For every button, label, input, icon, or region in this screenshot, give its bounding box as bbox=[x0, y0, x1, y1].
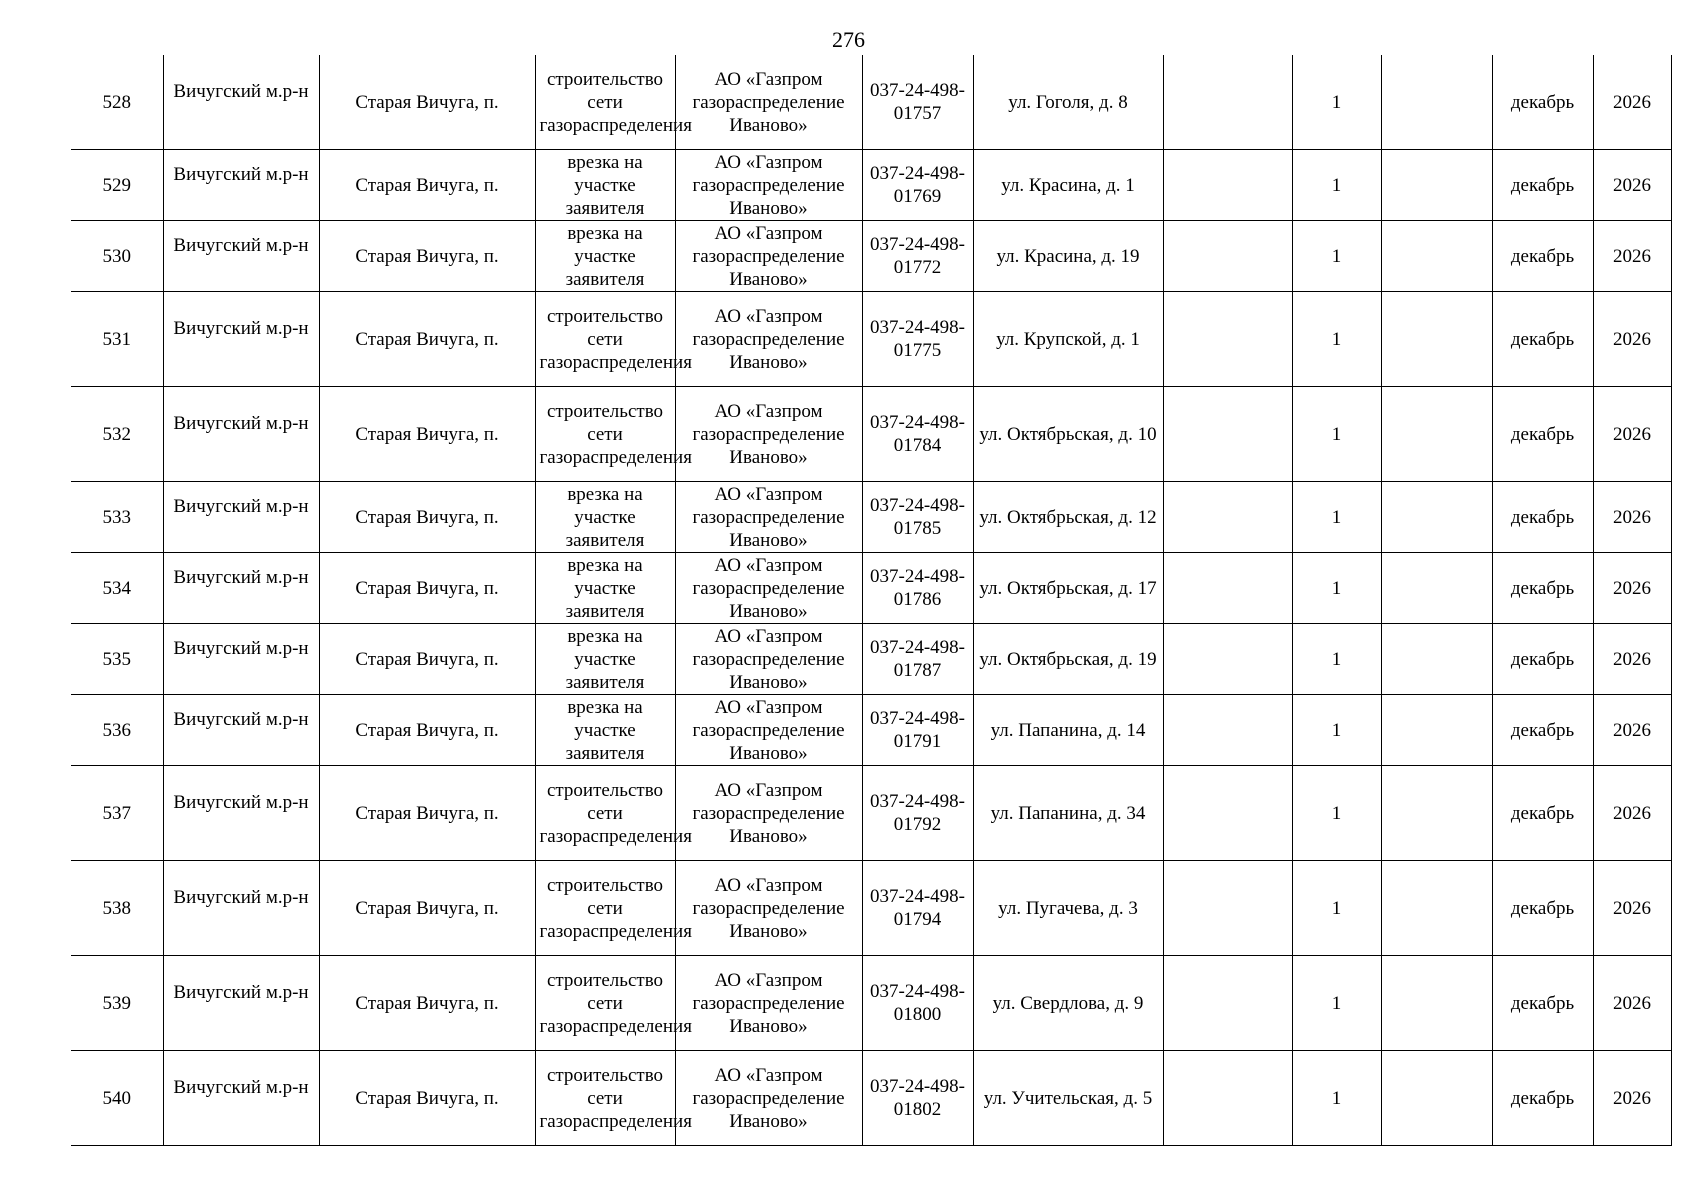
settlement-cell: Старая Вичуга, п. bbox=[319, 292, 535, 387]
table-row bbox=[71, 956, 1671, 1051]
month-cell: декабрь bbox=[1492, 221, 1593, 292]
empty-cell bbox=[1163, 861, 1292, 956]
settlement-cell: Старая Вичуга, п. bbox=[319, 221, 535, 292]
table-row bbox=[71, 624, 1671, 695]
district-text: Вичугский м.р-н bbox=[173, 412, 309, 434]
work-type-cell: строительство сети газораспределения bbox=[535, 292, 675, 387]
year-cell: 2026 bbox=[1593, 482, 1671, 553]
empty-cell bbox=[1381, 221, 1492, 292]
empty-cell bbox=[1381, 1051, 1492, 1146]
empty-cell bbox=[1163, 150, 1292, 221]
address-cell: ул. Октябрьская, д. 12 bbox=[973, 482, 1163, 553]
year-cell: 2026 bbox=[1593, 292, 1671, 387]
work-type-cell: строительство сети газораспределения bbox=[535, 387, 675, 482]
district-cell bbox=[163, 482, 319, 553]
application-code-cell: 037-24-498-01784 bbox=[862, 387, 973, 482]
district-cell bbox=[163, 624, 319, 695]
empty-cell bbox=[1381, 553, 1492, 624]
row-number-cell: 537 bbox=[71, 766, 163, 861]
table-row bbox=[71, 1051, 1671, 1146]
organization-cell: АО «Газпром газораспределение Иваново» bbox=[675, 956, 862, 1051]
table-row bbox=[71, 55, 1671, 150]
year-cell: 2026 bbox=[1593, 221, 1671, 292]
row-number-cell: 530 bbox=[71, 221, 163, 292]
application-code-cell: 037-24-498-01794 bbox=[862, 861, 973, 956]
quantity-cell: 1 bbox=[1292, 861, 1381, 956]
organization-cell: АО «Газпром газораспределение Иваново» bbox=[675, 695, 862, 766]
settlement-cell: Старая Вичуга, п. bbox=[319, 624, 535, 695]
district-cell bbox=[163, 553, 319, 624]
year-cell: 2026 bbox=[1593, 55, 1671, 150]
district-cell bbox=[163, 766, 319, 861]
district-cell bbox=[163, 861, 319, 956]
organization-cell: АО «Газпром газораспределение Иваново» bbox=[675, 150, 862, 221]
work-type-cell: врезка на участке заявителя bbox=[535, 553, 675, 624]
table-row bbox=[71, 553, 1671, 624]
district-cell bbox=[163, 292, 319, 387]
work-type-cell: врезка на участке заявителя bbox=[535, 150, 675, 221]
quantity-cell: 1 bbox=[1292, 695, 1381, 766]
row-number-cell: 532 bbox=[71, 387, 163, 482]
month-cell: декабрь bbox=[1492, 766, 1593, 861]
district-cell bbox=[163, 956, 319, 1051]
table-row bbox=[71, 482, 1671, 553]
gasification-schedule-table bbox=[71, 55, 1672, 1146]
row-number-cell: 536 bbox=[71, 695, 163, 766]
empty-cell bbox=[1163, 766, 1292, 861]
district-text: Вичугский м.р-н bbox=[173, 80, 309, 102]
month-cell: декабрь bbox=[1492, 956, 1593, 1051]
address-cell: ул. Октябрьская, д. 10 bbox=[973, 387, 1163, 482]
month-cell: декабрь bbox=[1492, 624, 1593, 695]
organization-cell: АО «Газпром газораспределение Иваново» bbox=[675, 624, 862, 695]
address-cell: ул. Пугачева, д. 3 bbox=[973, 861, 1163, 956]
year-cell: 2026 bbox=[1593, 766, 1671, 861]
district-text: Вичугский м.р-н bbox=[173, 566, 309, 588]
quantity-cell: 1 bbox=[1292, 956, 1381, 1051]
empty-cell bbox=[1163, 292, 1292, 387]
settlement-cell: Старая Вичуга, п. bbox=[319, 1051, 535, 1146]
quantity-cell: 1 bbox=[1292, 482, 1381, 553]
row-number-cell: 529 bbox=[71, 150, 163, 221]
month-cell: декабрь bbox=[1492, 482, 1593, 553]
year-cell: 2026 bbox=[1593, 861, 1671, 956]
row-number-cell: 540 bbox=[71, 1051, 163, 1146]
organization-cell: АО «Газпром газораспределение Иваново» bbox=[675, 482, 862, 553]
page-number: 276 bbox=[832, 27, 865, 52]
year-cell: 2026 bbox=[1593, 387, 1671, 482]
district-cell bbox=[163, 150, 319, 221]
row-number-cell: 531 bbox=[71, 292, 163, 387]
quantity-cell: 1 bbox=[1292, 624, 1381, 695]
settlement-cell: Старая Вичуга, п. bbox=[319, 387, 535, 482]
application-code-cell: 037-24-498-01791 bbox=[862, 695, 973, 766]
work-type-cell: строительство сети газораспределения bbox=[535, 55, 675, 150]
empty-cell bbox=[1381, 387, 1492, 482]
work-type-cell: строительство сети газораспределения bbox=[535, 766, 675, 861]
year-cell: 2026 bbox=[1593, 695, 1671, 766]
empty-cell bbox=[1163, 482, 1292, 553]
settlement-cell: Старая Вичуга, п. bbox=[319, 861, 535, 956]
application-code-cell: 037-24-498-01772 bbox=[862, 221, 973, 292]
settlement-cell: Старая Вичуга, п. bbox=[319, 766, 535, 861]
district-text: Вичугский м.р-н bbox=[173, 886, 309, 908]
settlement-cell: Старая Вичуга, п. bbox=[319, 553, 535, 624]
organization-cell: АО «Газпром газораспределение Иваново» bbox=[675, 766, 862, 861]
quantity-cell: 1 bbox=[1292, 55, 1381, 150]
empty-cell bbox=[1381, 292, 1492, 387]
work-type-cell: врезка на участке заявителя bbox=[535, 624, 675, 695]
application-code-cell: 037-24-498-01785 bbox=[862, 482, 973, 553]
settlement-cell: Старая Вичуга, п. bbox=[319, 482, 535, 553]
table-row bbox=[71, 150, 1671, 221]
table-row bbox=[71, 292, 1671, 387]
district-text: Вичугский м.р-н bbox=[173, 495, 309, 517]
district-text: Вичугский м.р-н bbox=[173, 981, 309, 1003]
work-type-cell: врезка на участке заявителя bbox=[535, 482, 675, 553]
settlement-cell: Старая Вичуга, п. bbox=[319, 695, 535, 766]
year-cell: 2026 bbox=[1593, 553, 1671, 624]
organization-cell: АО «Газпром газораспределение Иваново» bbox=[675, 55, 862, 150]
month-cell: декабрь bbox=[1492, 387, 1593, 482]
empty-cell bbox=[1163, 695, 1292, 766]
district-cell bbox=[163, 1051, 319, 1146]
work-type-cell: врезка на участке заявителя bbox=[535, 695, 675, 766]
month-cell: декабрь bbox=[1492, 55, 1593, 150]
empty-cell bbox=[1163, 956, 1292, 1051]
table-row bbox=[71, 695, 1671, 766]
empty-cell bbox=[1381, 624, 1492, 695]
month-cell: декабрь bbox=[1492, 861, 1593, 956]
empty-cell bbox=[1381, 482, 1492, 553]
month-cell: декабрь bbox=[1492, 292, 1593, 387]
application-code-cell: 037-24-498-01792 bbox=[862, 766, 973, 861]
district-cell bbox=[163, 695, 319, 766]
organization-cell: АО «Газпром газораспределение Иваново» bbox=[675, 553, 862, 624]
quantity-cell: 1 bbox=[1292, 150, 1381, 221]
month-cell: декабрь bbox=[1492, 1051, 1593, 1146]
table-row bbox=[71, 766, 1671, 861]
row-number-cell: 528 bbox=[71, 55, 163, 150]
organization-cell: АО «Газпром газораспределение Иваново» bbox=[675, 1051, 862, 1146]
empty-cell bbox=[1381, 55, 1492, 150]
address-cell: ул. Крупской, д. 1 bbox=[973, 292, 1163, 387]
empty-cell bbox=[1163, 55, 1292, 150]
organization-cell: АО «Газпром газораспределение Иваново» bbox=[675, 861, 862, 956]
table-row bbox=[71, 861, 1671, 956]
table-row bbox=[71, 221, 1671, 292]
empty-cell bbox=[1163, 221, 1292, 292]
address-cell: ул. Папанина, д. 14 bbox=[973, 695, 1163, 766]
quantity-cell: 1 bbox=[1292, 553, 1381, 624]
address-cell: ул. Свердлова, д. 9 bbox=[973, 956, 1163, 1051]
quantity-cell: 1 bbox=[1292, 766, 1381, 861]
quantity-cell: 1 bbox=[1292, 387, 1381, 482]
district-text: Вичугский м.р-н bbox=[173, 708, 309, 730]
district-text: Вичугский м.р-н bbox=[173, 1076, 309, 1098]
year-cell: 2026 bbox=[1593, 624, 1671, 695]
quantity-cell: 1 bbox=[1292, 292, 1381, 387]
row-number-cell: 535 bbox=[71, 624, 163, 695]
table-body bbox=[71, 55, 1671, 1146]
row-number-cell: 539 bbox=[71, 956, 163, 1051]
district-text: Вичугский м.р-н bbox=[173, 234, 309, 256]
application-code-cell: 037-24-498-01786 bbox=[862, 553, 973, 624]
row-number-cell: 533 bbox=[71, 482, 163, 553]
district-cell bbox=[163, 387, 319, 482]
work-type-cell: строительство сети газораспределения bbox=[535, 956, 675, 1051]
district-text: Вичугский м.р-н bbox=[173, 791, 309, 813]
empty-cell bbox=[1381, 150, 1492, 221]
empty-cell bbox=[1163, 387, 1292, 482]
quantity-cell: 1 bbox=[1292, 1051, 1381, 1146]
month-cell: декабрь bbox=[1492, 150, 1593, 221]
application-code-cell: 037-24-498-01802 bbox=[862, 1051, 973, 1146]
month-cell: декабрь bbox=[1492, 553, 1593, 624]
address-cell: ул. Гоголя, д. 8 bbox=[973, 55, 1163, 150]
address-cell: ул. Красина, д. 19 bbox=[973, 221, 1163, 292]
empty-cell bbox=[1381, 861, 1492, 956]
application-code-cell: 037-24-498-01757 bbox=[862, 55, 973, 150]
organization-cell: АО «Газпром газораспределение Иваново» bbox=[675, 387, 862, 482]
year-cell: 2026 bbox=[1593, 956, 1671, 1051]
application-code-cell: 037-24-498-01769 bbox=[862, 150, 973, 221]
settlement-cell: Старая Вичуга, п. bbox=[319, 55, 535, 150]
row-number-cell: 534 bbox=[71, 553, 163, 624]
empty-cell bbox=[1381, 766, 1492, 861]
empty-cell bbox=[1163, 624, 1292, 695]
organization-cell: АО «Газпром газораспределение Иваново» bbox=[675, 292, 862, 387]
application-code-cell: 037-24-498-01787 bbox=[862, 624, 973, 695]
organization-cell: АО «Газпром газораспределение Иваново» bbox=[675, 221, 862, 292]
year-cell: 2026 bbox=[1593, 150, 1671, 221]
district-text: Вичугский м.р-н bbox=[173, 163, 309, 185]
address-cell: ул. Учительская, д. 5 bbox=[973, 1051, 1163, 1146]
address-cell: ул. Октябрьская, д. 19 bbox=[973, 624, 1163, 695]
address-cell: ул. Красина, д. 1 bbox=[973, 150, 1163, 221]
work-type-cell: строительство сети газораспределения bbox=[535, 1051, 675, 1146]
work-type-cell: врезка на участке заявителя bbox=[535, 221, 675, 292]
district-cell bbox=[163, 55, 319, 150]
address-cell: ул. Папанина, д. 34 bbox=[973, 766, 1163, 861]
empty-cell bbox=[1163, 1051, 1292, 1146]
table-row bbox=[71, 387, 1671, 482]
empty-cell bbox=[1381, 695, 1492, 766]
empty-cell bbox=[1163, 553, 1292, 624]
application-code-cell: 037-24-498-01800 bbox=[862, 956, 973, 1051]
address-cell: ул. Октябрьская, д. 17 bbox=[973, 553, 1163, 624]
month-cell: декабрь bbox=[1492, 695, 1593, 766]
settlement-cell: Старая Вичуга, п. bbox=[319, 956, 535, 1051]
district-text: Вичугский м.р-н bbox=[173, 317, 309, 339]
work-type-cell: строительство сети газораспределения bbox=[535, 861, 675, 956]
year-cell: 2026 bbox=[1593, 1051, 1671, 1146]
row-number-cell: 538 bbox=[71, 861, 163, 956]
settlement-cell: Старая Вичуга, п. bbox=[319, 150, 535, 221]
application-code-cell: 037-24-498-01775 bbox=[862, 292, 973, 387]
district-text: Вичугский м.р-н bbox=[173, 637, 309, 659]
empty-cell bbox=[1381, 956, 1492, 1051]
district-cell bbox=[163, 221, 319, 292]
quantity-cell: 1 bbox=[1292, 221, 1381, 292]
